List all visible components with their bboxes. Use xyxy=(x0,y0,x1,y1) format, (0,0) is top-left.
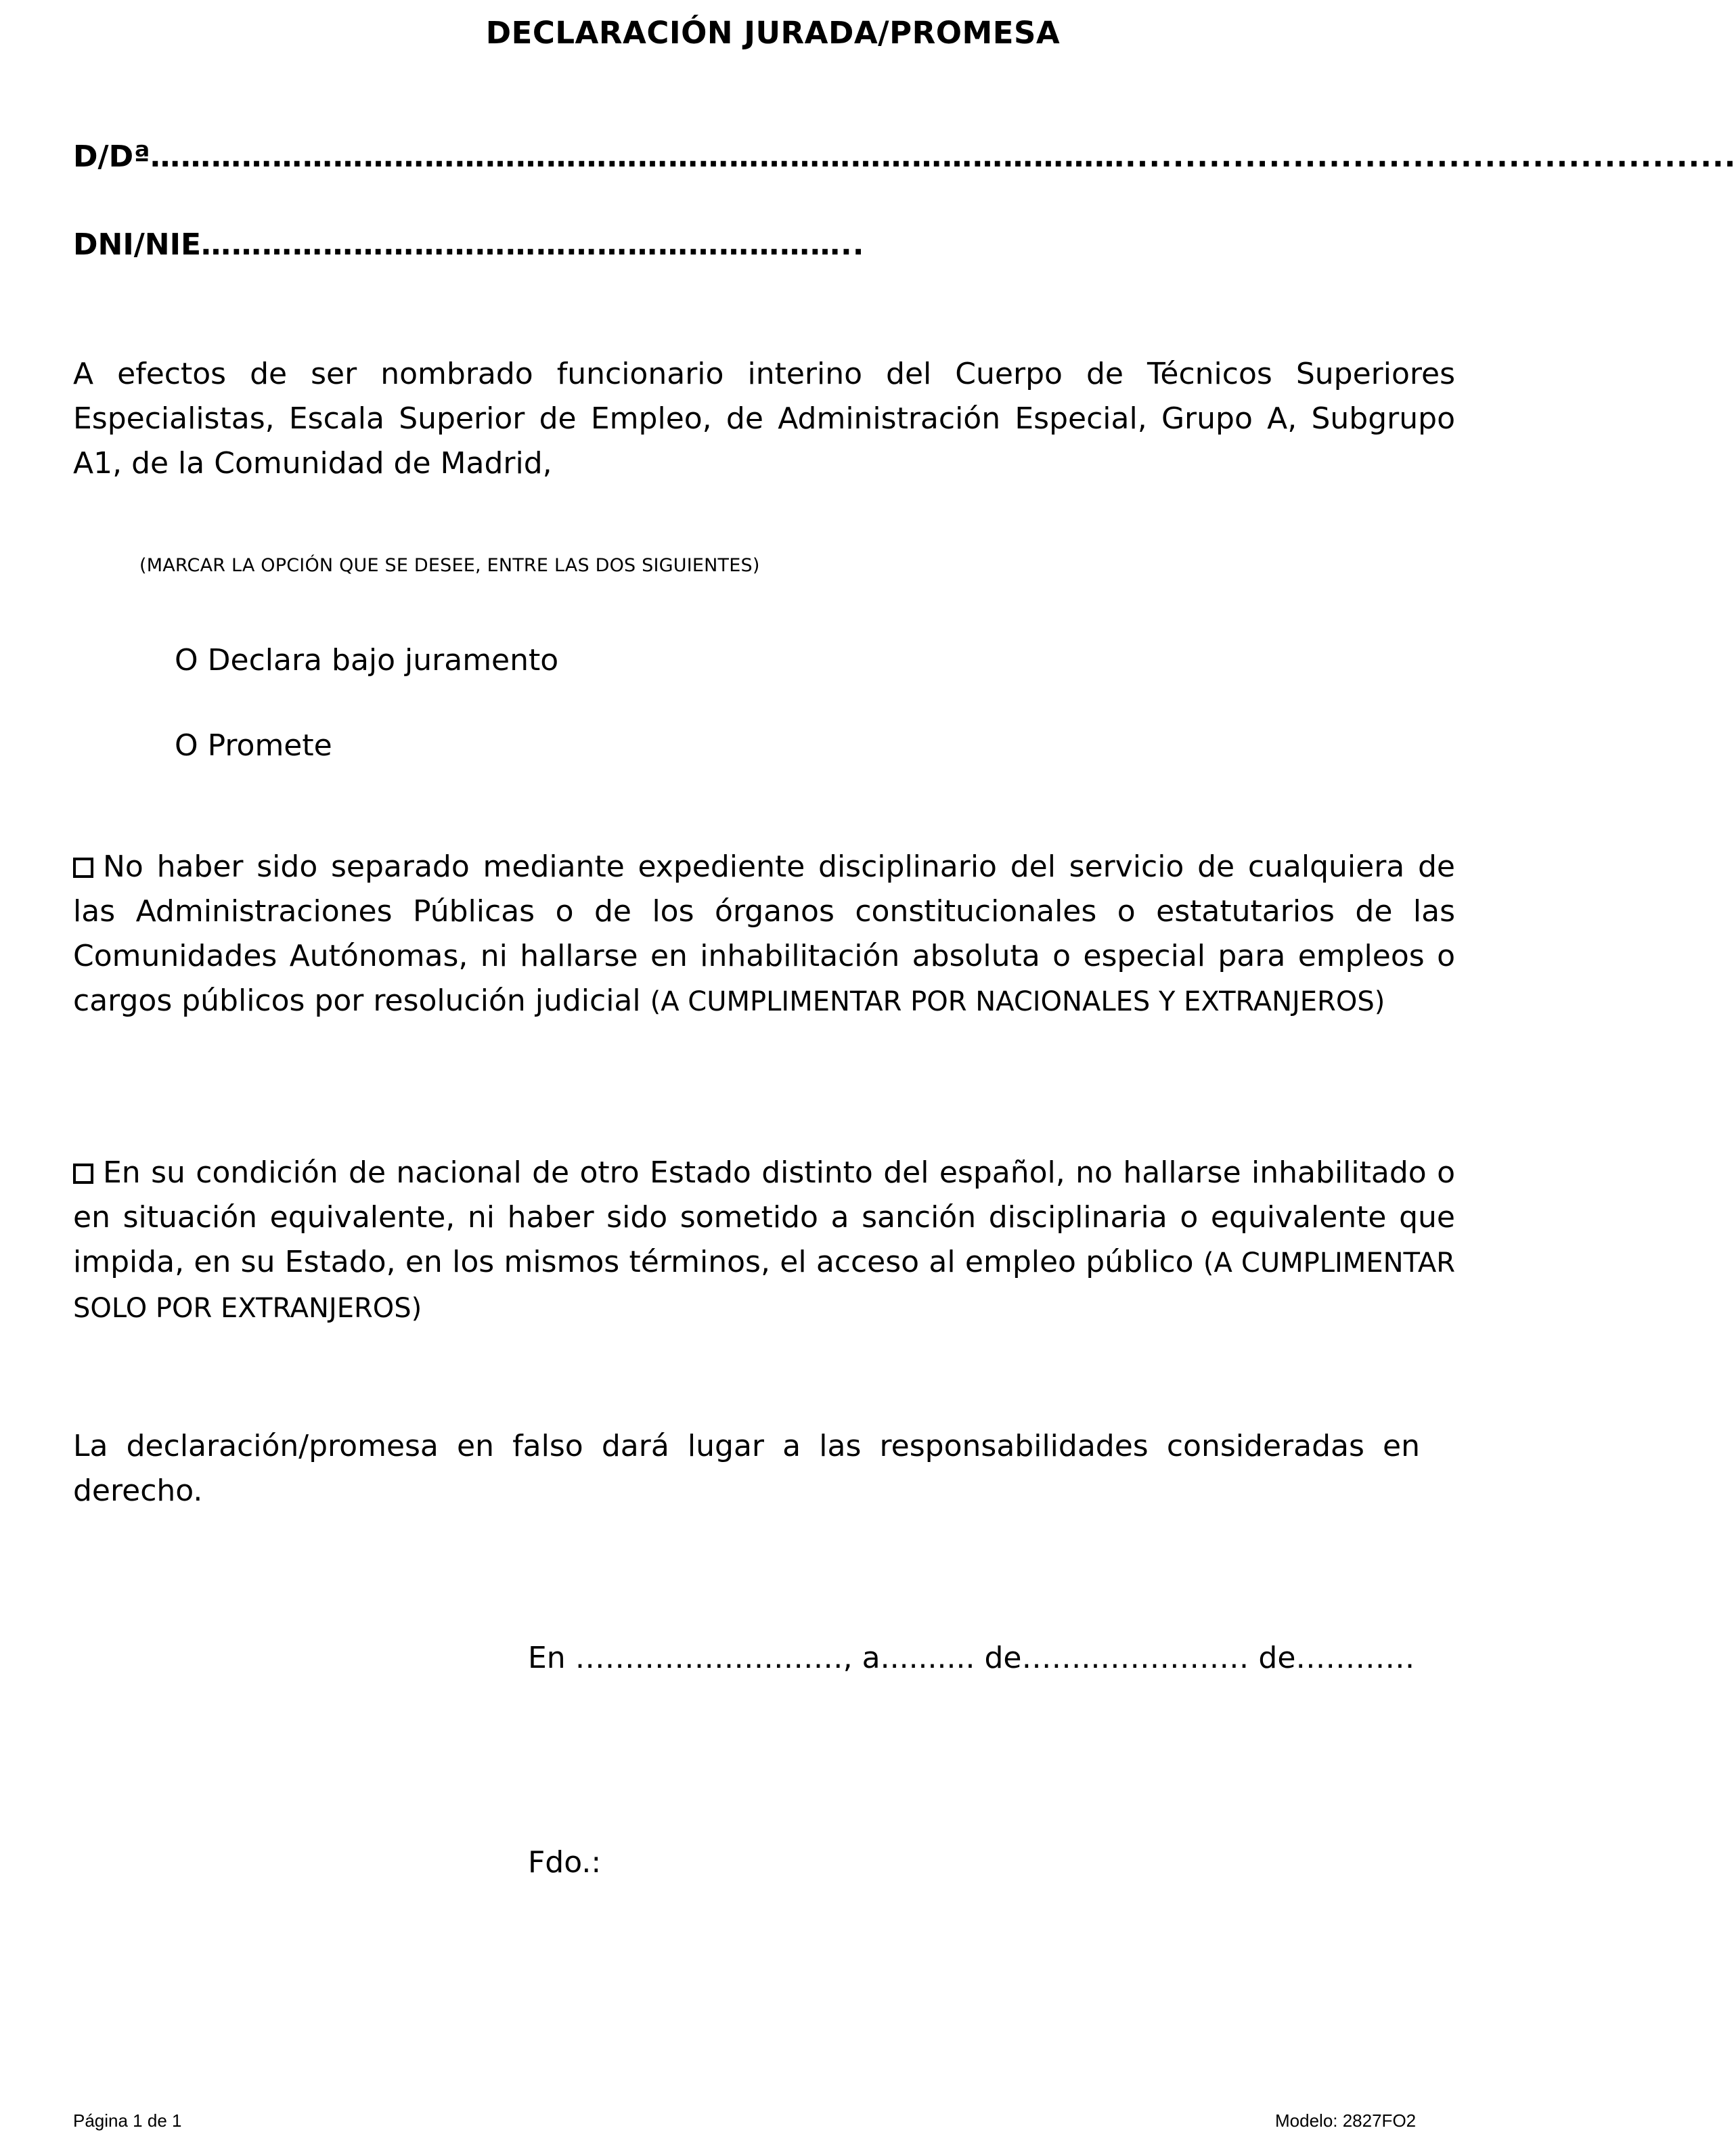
intro-paragraph: A efectos de ser nombrado funcionario interino del Cuerpo de Técnicos Superiores Especialistas, Escala Superior de Empleo, de Administración Especial, Grupo A, Subgrupo A1, de la Comunidad de Madrid, xyxy=(73,357,1455,481)
name-field-blank[interactable]: ……………………………………………………………………………………................................................... xyxy=(150,139,1736,174)
clause-foreigners-note: (A CUMPLIMENTAR SOLO POR EXTRANJEROS) xyxy=(73,1247,1456,1324)
radio-circle-icon[interactable]: O xyxy=(175,728,198,763)
model-code: Modelo: 2827FO2 xyxy=(1275,2110,1417,2131)
document-title: DECLARACIÓN JURADA/PROMESA xyxy=(485,15,1061,51)
clause-nationals-text: No haber sido separado mediante expediente disciplinario del servicio de cualquiera de las Administraciones Públicas o de los órganos constitucionales o estatutarios de las Comunidades Autónomas, ni hallarse en inhabilitación absoluta o especial para empleos o cargos públicos por resolución judicial xyxy=(73,849,1455,1018)
clause-nationals xyxy=(73,845,1455,1024)
option-declara[interactable] xyxy=(175,643,558,678)
checkbox-icon[interactable] xyxy=(73,1164,93,1184)
warning-paragraph: La declaración/promesa en falso dará lugar a las responsabilidades consideradas en derecho. xyxy=(73,1429,1420,1508)
name-field[interactable] xyxy=(73,139,1736,174)
option-declara-label: Declara bajo juramento xyxy=(207,643,559,678)
place-date-line[interactable]: En ………………………, a.......... de……..…………… de………… xyxy=(528,1641,1415,1675)
id-field-blank[interactable]: ……………………………………………………….. xyxy=(201,227,865,262)
page-number: Página 1 de 1 xyxy=(73,2110,182,2131)
name-field-label: D/Dª xyxy=(73,139,150,174)
id-field[interactable] xyxy=(73,227,864,262)
clause-foreigners-text: En su condición de nacional de otro Estado distinto del español, no hallarse inhabilitado o en situación equivalente, ni haber sido sometido a sanción disciplinaria o equivalente que impida, en su Estado, en los mismos términos, el acceso al empleo público xyxy=(73,1155,1455,1279)
checkbox-icon[interactable] xyxy=(73,858,93,878)
id-field-label: DNI/NIE xyxy=(73,227,202,262)
option-promete[interactable] xyxy=(175,728,332,763)
clause-nationals-note: (A CUMPLIMENTAR POR NACIONALES Y EXTRANJEROS) xyxy=(650,986,1385,1017)
option-promete-label: Promete xyxy=(207,728,332,763)
radio-circle-icon[interactable]: O xyxy=(175,643,198,678)
clause-foreigners xyxy=(73,1151,1455,1331)
signature-label: Fdo.: xyxy=(528,1845,602,1880)
instruction-note: (MARCAR LA OPCIÓN QUE SE DESEE, ENTRE LAS DOS SIGUIENTES) xyxy=(139,555,760,576)
